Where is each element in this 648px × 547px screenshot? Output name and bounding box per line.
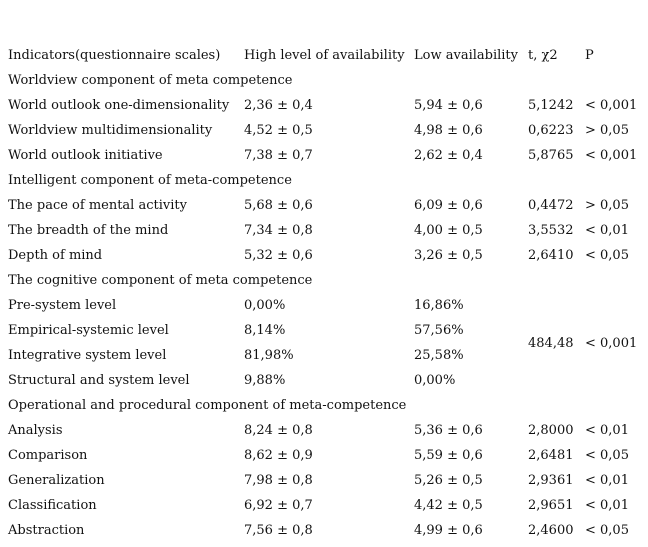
section-title: Intelligent component of meta-competence <box>8 173 292 188</box>
stat-value: 3,5532 <box>528 223 574 238</box>
p-value: < 0,001 <box>585 335 638 351</box>
indicator-name: Depth of mind <box>8 248 103 263</box>
indicator-name: Pre-system level <box>8 298 117 313</box>
low-value: 0,00% <box>414 373 456 388</box>
table-row <box>4 193 644 218</box>
high-value: 7,38 ± 0,7 <box>244 148 313 163</box>
table-row <box>4 218 644 243</box>
meta-competence-table <box>4 43 644 543</box>
table-row <box>4 443 644 468</box>
header-stat: t, χ2 <box>528 48 558 63</box>
low-value: 25,58% <box>414 348 464 363</box>
high-value: 8,62 ± 0,9 <box>244 448 313 463</box>
indicator-name: Worldview multidimensionality <box>8 123 213 138</box>
indicator-name: The breadth of the mind <box>8 223 169 238</box>
low-value: 3,26 ± 0,5 <box>414 248 483 263</box>
section-title: Operational and procedural component of meta-competence <box>8 398 407 413</box>
low-value: 4,42 ± 0,5 <box>414 498 483 513</box>
header-high: High level of availability <box>244 48 405 63</box>
stat-value: 484,48 <box>528 335 574 351</box>
header-low: Low availability <box>414 48 518 63</box>
p-value: > 0,05 <box>585 198 629 213</box>
low-value: 5,59 ± 0,6 <box>414 448 483 463</box>
header-indicator: Indicators(questionnaire scales) <box>8 48 221 63</box>
p-value: < 0,001 <box>585 148 638 163</box>
low-value: 16,86% <box>414 298 464 313</box>
table-row <box>4 293 644 318</box>
low-value: 2,62 ± 0,4 <box>414 148 483 163</box>
low-value: 57,56% <box>414 323 464 338</box>
low-value: 4,98 ± 0,6 <box>414 123 483 138</box>
high-value: 7,98 ± 0,8 <box>244 473 313 488</box>
indicator-name: Structural and system level <box>8 373 190 388</box>
high-value: 9,88% <box>244 373 286 388</box>
low-value: 5,94 ± 0,6 <box>414 98 483 113</box>
low-value: 5,36 ± 0,6 <box>414 423 483 438</box>
indicator-name: Abstraction <box>8 523 85 538</box>
p-value: < 0,05 <box>585 523 629 538</box>
stat-value: 5,1242 <box>528 98 574 113</box>
high-value: 7,56 ± 0,8 <box>244 523 313 538</box>
high-value: 8,24 ± 0,8 <box>244 423 313 438</box>
high-value: 6,92 ± 0,7 <box>244 498 313 513</box>
indicator-name: Classification <box>8 498 97 513</box>
p-value: > 0,05 <box>585 123 629 138</box>
high-value: 0,00% <box>244 298 286 313</box>
low-value: 5,26 ± 0,5 <box>414 473 483 488</box>
high-value: 81,98% <box>244 348 294 363</box>
indicator-name: World outlook initiative <box>8 148 163 163</box>
stat-value: 0,6223 <box>528 123 574 138</box>
section-row <box>4 268 644 293</box>
low-value: 4,00 ± 0,5 <box>414 223 483 238</box>
low-value: 4,99 ± 0,6 <box>414 523 483 538</box>
p-value: < 0,05 <box>585 248 629 263</box>
p-value: < 0,001 <box>585 98 638 113</box>
indicator-name: Generalization <box>8 473 105 488</box>
stat-value: 2,6481 <box>528 448 574 463</box>
section-title: The cognitive component of meta competence <box>8 273 313 288</box>
high-value: 5,68 ± 0,6 <box>244 198 313 213</box>
low-value: 6,09 ± 0,6 <box>414 198 483 213</box>
indicator-name: Comparison <box>8 448 88 463</box>
indicator-name: Analysis <box>8 423 63 438</box>
header-row <box>4 43 644 68</box>
p-value: < 0,01 <box>585 223 629 238</box>
high-value: 8,14% <box>244 323 286 338</box>
table-row <box>4 418 644 443</box>
stat-value: 5,8765 <box>528 148 574 163</box>
p-value: < 0,01 <box>585 498 629 513</box>
section-title: Worldview component of meta competence <box>8 73 293 88</box>
indicator-name: World outlook one-dimensionality <box>8 98 230 113</box>
p-value: < 0,05 <box>585 448 629 463</box>
section-row <box>4 168 644 193</box>
p-value: < 0,01 <box>585 473 629 488</box>
stat-value: 2,6410 <box>528 248 574 263</box>
table-row <box>4 468 644 493</box>
table-row <box>4 93 644 118</box>
stat-value: 2,9651 <box>528 498 574 513</box>
header-p: P <box>585 48 594 63</box>
stat-value: 2,9361 <box>528 473 574 488</box>
section-row <box>4 393 644 418</box>
table-row <box>4 518 644 543</box>
high-value: 7,34 ± 0,8 <box>244 223 313 238</box>
section-row <box>4 68 644 93</box>
stat-value: 0,4472 <box>528 198 574 213</box>
table-row <box>4 493 644 518</box>
table-row <box>4 118 644 143</box>
high-value: 2,36 ± 0,4 <box>244 98 313 113</box>
table-row <box>4 143 644 168</box>
indicator-name: Integrative system level <box>8 348 167 363</box>
stat-value: 2,8000 <box>528 423 574 438</box>
indicator-name: The pace of mental activity <box>8 198 187 213</box>
high-value: 4,52 ± 0,5 <box>244 123 313 138</box>
stat-value: 2,4600 <box>528 523 574 538</box>
table-row <box>4 243 644 268</box>
high-value: 5,32 ± 0,6 <box>244 248 313 263</box>
indicator-name: Empirical-systemic level <box>8 323 169 338</box>
p-value: < 0,01 <box>585 423 629 438</box>
